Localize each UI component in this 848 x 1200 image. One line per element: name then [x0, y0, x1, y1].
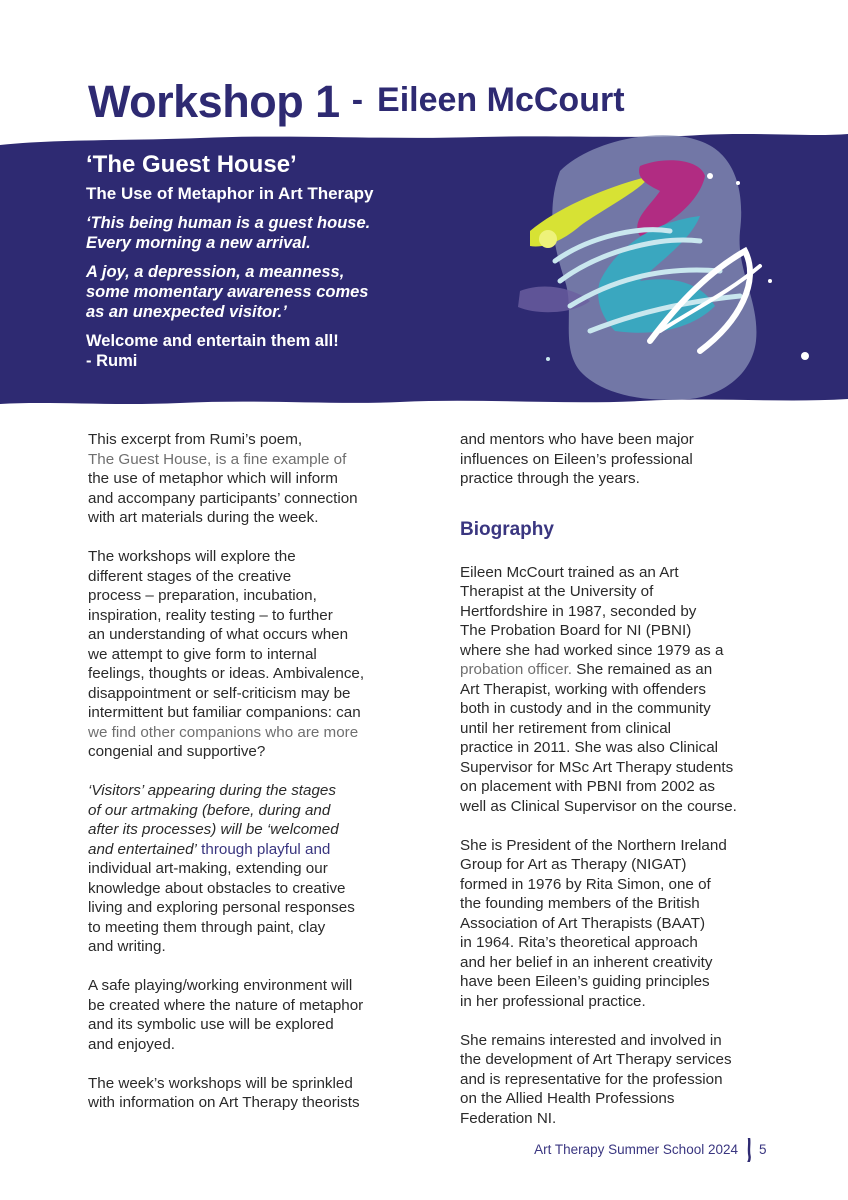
- visitors-text-b: through playful and: [196, 840, 331, 858]
- visitors-text-a: ‘Visitors’ appearing during the stages of our artmaking (before, during and after its processes) will be ‘welcomed and entertained’: [88, 782, 339, 858]
- title-dash: -: [351, 81, 364, 119]
- paragraph-workshops: [88, 547, 408, 762]
- workshop-title: Workshop 1: [88, 76, 340, 127]
- quote-line-2: A joy, a depression, a meanness, some momentary awareness comes as an unexpected visitor.’: [86, 263, 369, 321]
- right-column: [460, 430, 760, 1148]
- page-title: [88, 76, 625, 128]
- paragraph-biography: [460, 563, 760, 817]
- bio-text-c: She remained as an Art Therapist, working with offenders both in custody and in the community until her retirement from clinical practice in 2011. She was also Clinical Supervisor for MSc Art Therapy students on placement with PBNI from 2002 as well as Clinical Supervisor on the course.: [460, 661, 737, 815]
- paragraph-intro: [88, 430, 408, 528]
- quote-line-1: ‘This being human is a guest house. Every morning a new arrival.: [86, 214, 371, 252]
- paragraph-theorists: The week’s workshops will be sprinkled with information on Art Therapy theorists: [88, 1074, 360, 1111]
- banner-text: [86, 151, 506, 371]
- biography-heading: Biography: [460, 518, 554, 540]
- page-footer: [0, 1140, 848, 1162]
- paragraph-interests: She remains interested and involved in the development of Art Therapy services and is representative for the profession on the Allied Health Professions Federation NI.: [460, 1031, 732, 1127]
- bio-text-b: probation officer.: [460, 661, 573, 678]
- paragraph-visitors: [88, 781, 408, 957]
- bio-text-a: Eileen McCourt trained as an Art Therapist at the University of Hertfordshire in 1987, seconded by The Probation Board for NI (PBNI) where she had worked since 1979 as a: [460, 563, 724, 659]
- workshops-text-a: The workshops will explore the different stages of the creative process – preparation, incubation, inspiration, reality testing – to further an understanding of what occurs when we attempt to give form to internal feelings, thoughts or ideas. Ambivalence, disappointment or self-criticism may be intermittent but familiar companions: can: [88, 548, 365, 721]
- workshops-text-c: congenial and supportive?: [88, 743, 266, 760]
- quote-attribution: Welcome and entertain them all! - Rumi: [86, 332, 339, 370]
- paragraph-mentors: and mentors who have been major influences on Eileen’s professional practice through the years.: [460, 431, 694, 487]
- quote-banner: [0, 131, 848, 409]
- presenter-name: Eileen McCourt: [377, 81, 625, 119]
- paragraph-environment: A safe playing/working environment will be created where the nature of metaphor and its symbolic use will be explored and enjoyed.: [88, 977, 364, 1053]
- page-number: 5: [759, 1142, 767, 1157]
- paragraph-nigat: She is President of the Northern Ireland Group for Art as Therapy (NIGAT) formed in 1976 by Rita Simon, one of the founding members of the British Association of Art Therapists (BAAT) in 1964. Rita’s theoretical approach and her belief in an inherent creativity have been Eileen’s guiding principles in her professional practice.: [460, 836, 727, 1010]
- intro-poem-title: The Guest House: [88, 450, 208, 468]
- banner-title: ‘The Guest House’: [86, 151, 297, 178]
- intro-text-c: , is a fine example of: [207, 450, 347, 468]
- brush-divider-icon: [747, 1138, 751, 1162]
- left-column: [88, 430, 408, 1132]
- intro-text-d: the use of metaphor which will inform and accompany participants’ connection with art materials during the week.: [88, 470, 358, 526]
- visitors-text-c: individual art-making, extending our knowledge about obstacles to creative living and exploring personal responses to meeting them through paint, clay and writing.: [88, 860, 355, 955]
- workshops-text-b: we find other companions who are more: [88, 723, 359, 741]
- footer-label: Art Therapy Summer School 2024: [534, 1142, 738, 1157]
- banner-subtitle: The Use of Metaphor in Art Therapy: [86, 184, 374, 203]
- intro-text-a: This excerpt from Rumi’s poem,: [88, 431, 303, 448]
